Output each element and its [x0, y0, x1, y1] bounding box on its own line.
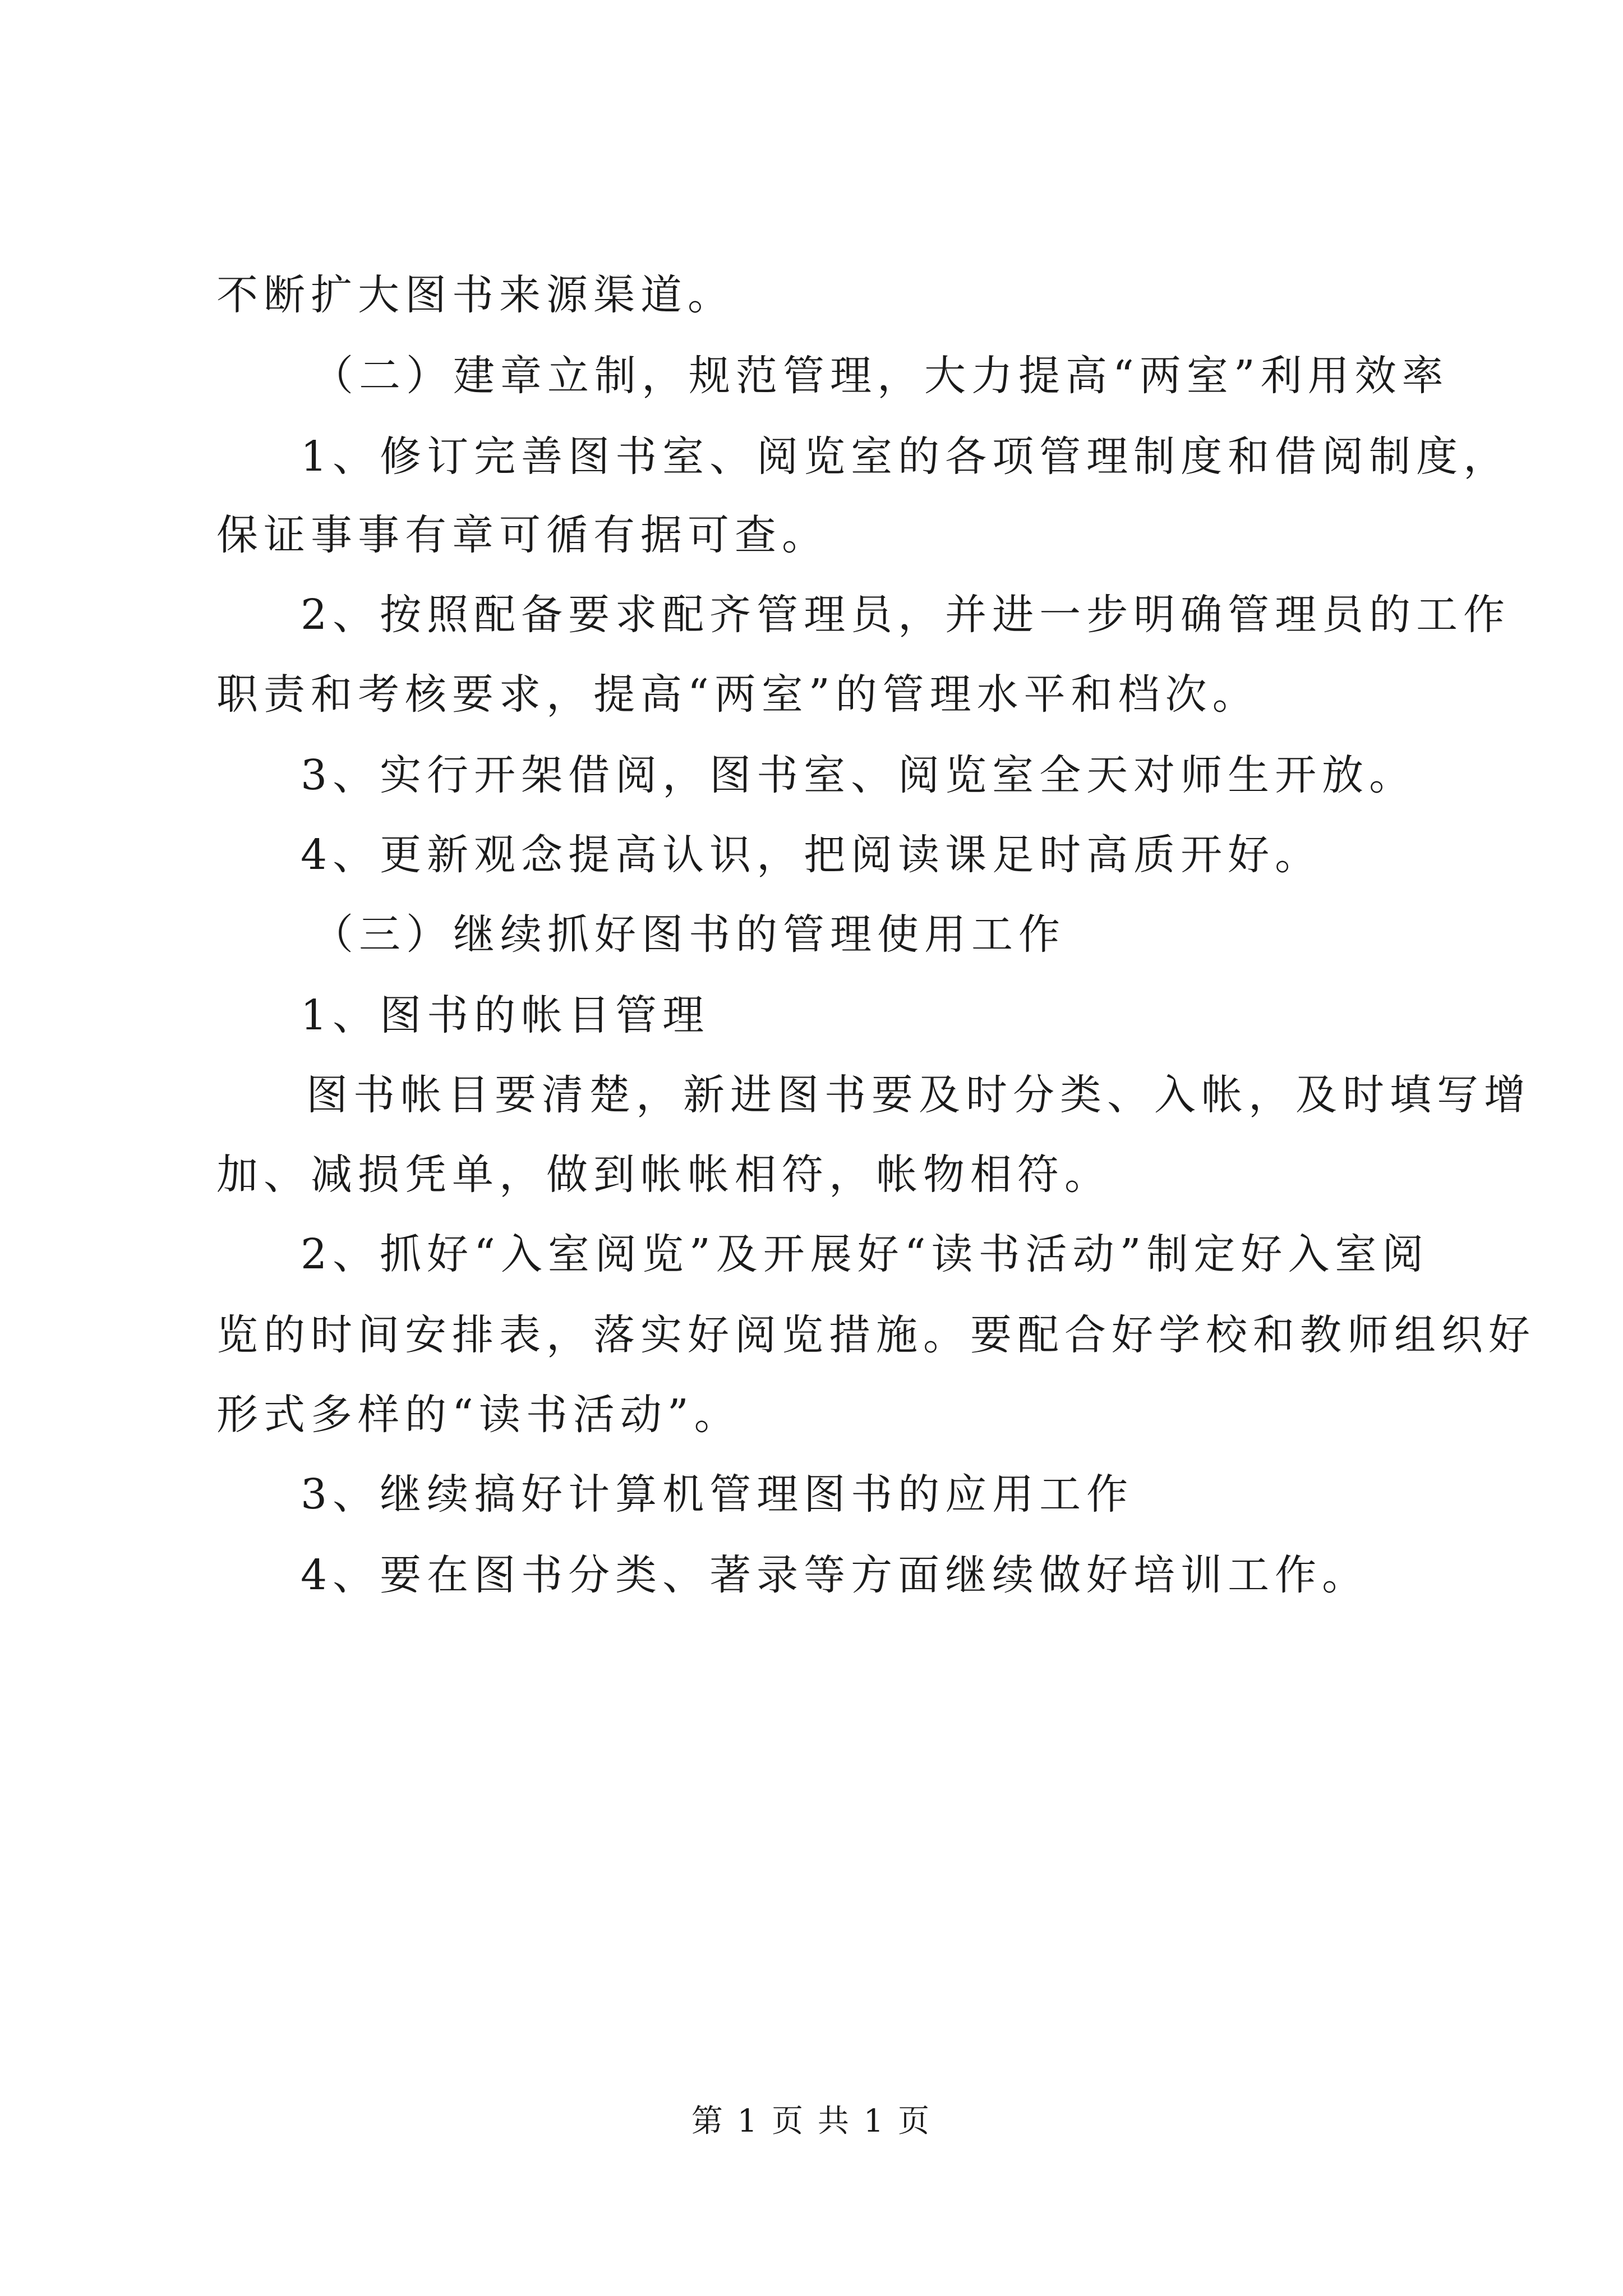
- text-line: 形式多样的“读书活动”。: [216, 1391, 741, 1439]
- section-heading: （二）建章立制，规范管理，大力提高“两室”利用效率: [312, 352, 1449, 400]
- text-line: 1、图书的帐目管理: [301, 991, 710, 1039]
- text-line: 图书帐目要清楚，新进图书要及时分类、入帐，及时填写增: [306, 1071, 1531, 1119]
- text-line: 加、减损凭单，做到帐帐相符，帐物相符。: [216, 1151, 1112, 1199]
- text-line: 4、更新观念提高认识，把阅读课足时高质开好。: [301, 831, 1322, 879]
- text-line: 3、实行开架借阅，图书室、阅览室全天对师生开放。: [301, 751, 1417, 799]
- text-line: 4、要在图书分类、著录等方面继续做好培训工作。: [301, 1551, 1370, 1599]
- section-heading: （三）继续抓好图书的管理使用工作: [312, 910, 1066, 959]
- text-line: 不断扩大图书来源渠道。: [216, 271, 735, 319]
- text-line: 职责和考核要求，提高“两室”的管理水平和档次。: [216, 670, 1260, 719]
- page-footer: 第 1 页 共 1 页: [691, 2103, 932, 2139]
- text-line: 保证事事有章可循有据可查。: [216, 511, 829, 559]
- text-line: 览的时间安排表，落实好阅览措施。要配合好学校和教师组织好: [216, 1311, 1536, 1359]
- text-line: 2、抓好“入室阅览”及开展好“读书活动”制定好入室阅: [301, 1230, 1430, 1278]
- text-line: 3、继续搞好计算机管理图书的应用工作: [301, 1470, 1134, 1519]
- text-line: 1、修订完善图书室、阅览室的各项管理制度和借阅制度，: [301, 432, 1511, 481]
- text-line: 2、按照配备要求配齐管理员，并进一步明确管理员的工作: [301, 591, 1511, 639]
